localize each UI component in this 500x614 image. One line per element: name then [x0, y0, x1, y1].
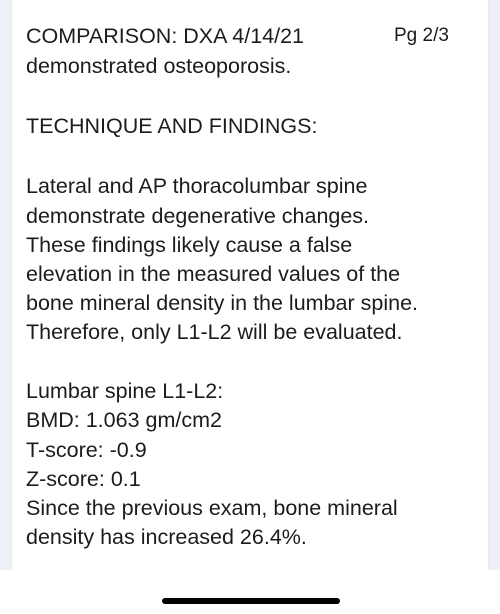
findings-line-3: These findings likely cause a false: [26, 233, 353, 257]
findings-line-6: Therefore, only L1-L2 will be evaluated.: [26, 320, 403, 344]
comparison-result-line: demonstrated osteoporosis.: [26, 54, 292, 78]
findings-line-1: Lateral and AP thoracolumbar spine: [26, 174, 368, 198]
t-score-value: T-score: -0.9: [26, 438, 147, 462]
document-page[interactable]: [12, 0, 488, 570]
findings-line-2: demonstrate degenerative changes.: [26, 204, 370, 228]
lumbar-spine-heading: Lumbar spine L1-L2:: [26, 379, 224, 403]
comparison-line: COMPARISON: DXA 4/14/21: [26, 24, 305, 48]
change-line-2: density has increased 26.4%.: [26, 525, 307, 549]
technique-heading: TECHNIQUE AND FINDINGS:: [26, 114, 318, 138]
findings-line-5: bone mineral density in the lumbar spine.: [26, 291, 418, 315]
z-score-value: Z-score: 0.1: [26, 467, 141, 491]
findings-line-4: elevation in the measured values of the: [26, 262, 401, 286]
change-line-1: Since the previous exam, bone mineral: [26, 496, 398, 520]
bottom-bar: [0, 570, 500, 614]
page-indicator: Pg 2/3: [394, 25, 449, 46]
home-indicator[interactable]: [162, 598, 340, 604]
bmd-value: BMD: 1.063 gm/cm2: [26, 408, 222, 432]
